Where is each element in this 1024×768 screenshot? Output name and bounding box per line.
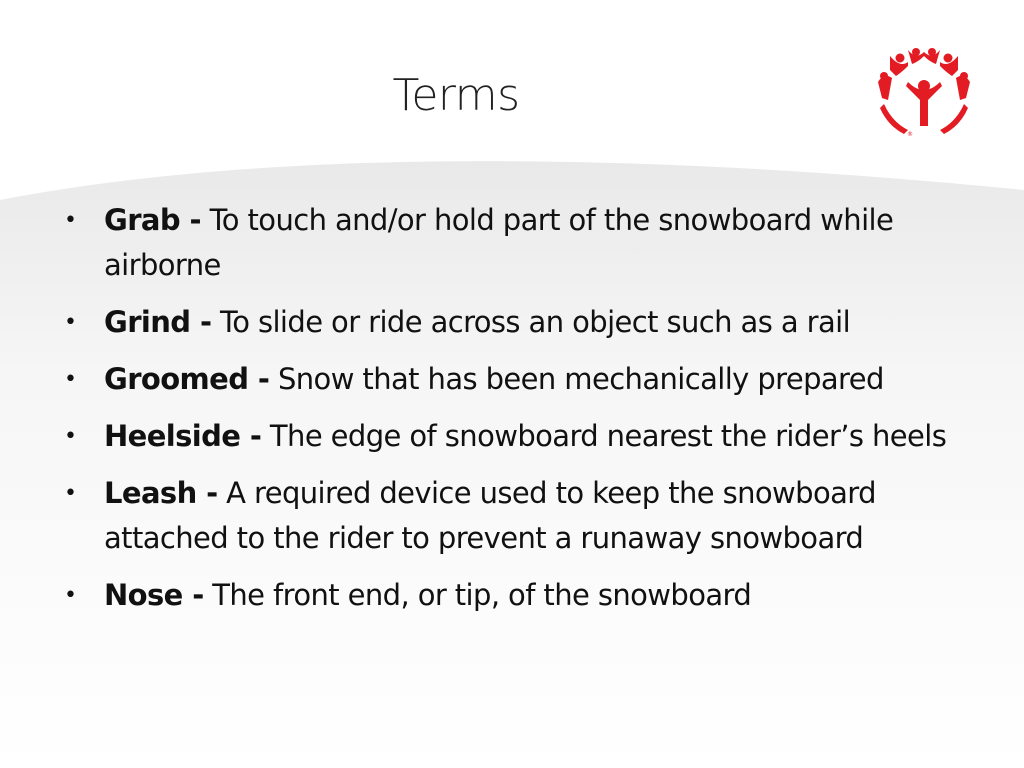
term-name: Grind - bbox=[104, 305, 212, 339]
list-item bbox=[60, 198, 960, 288]
term-name: Grab - bbox=[104, 203, 201, 237]
terms-list bbox=[60, 198, 960, 630]
term-name: Leash - bbox=[104, 476, 218, 510]
list-item bbox=[60, 300, 960, 345]
bullet: • bbox=[64, 583, 77, 608]
bullet: • bbox=[64, 310, 77, 335]
svg-text:®: ® bbox=[907, 131, 913, 138]
term-name: Heelside - bbox=[104, 419, 262, 453]
slide-title: Terms bbox=[392, 70, 520, 121]
list-item bbox=[60, 357, 960, 402]
special-olympics-logo-icon bbox=[874, 42, 974, 142]
term-definition: The front end, or tip, of the snowboard bbox=[203, 578, 752, 612]
bullet: • bbox=[64, 424, 77, 449]
list-item bbox=[60, 471, 960, 561]
term-name: Nose - bbox=[104, 578, 204, 612]
list-item bbox=[60, 414, 960, 459]
term-definition: To slide or ride across an object such as a rail bbox=[211, 305, 851, 339]
bullet: • bbox=[64, 367, 77, 392]
bullet: • bbox=[64, 208, 77, 233]
term-definition: The edge of snowboard nearest the rider’s heels bbox=[261, 419, 947, 453]
term-name: Groomed - bbox=[104, 362, 270, 396]
bullet: • bbox=[64, 481, 77, 506]
term-definition: To touch and/or hold part of the snowboard while airborne bbox=[104, 203, 894, 282]
list-item bbox=[60, 573, 960, 618]
term-definition: Snow that has been mechanically prepared bbox=[269, 362, 884, 396]
term-definition: A required device used to keep the snowboard attached to the rider to prevent a runaway snowboard bbox=[104, 476, 876, 555]
